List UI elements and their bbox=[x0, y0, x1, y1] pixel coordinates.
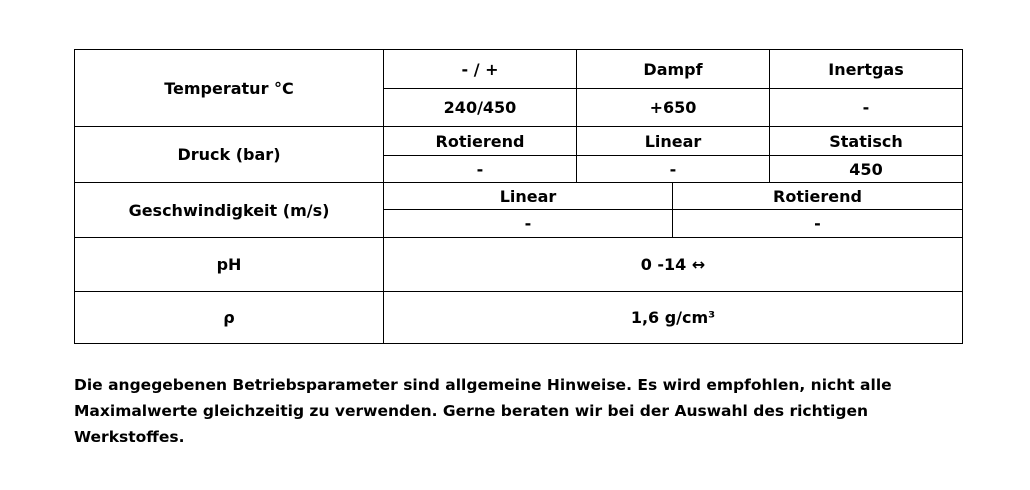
row-label-geschwindigkeit: Geschwindigkeit (m/s) bbox=[128, 200, 330, 220]
geschwindigkeit-header: Rotierend bbox=[773, 186, 862, 206]
temperatur-value: +650 bbox=[649, 98, 697, 117]
druck-value: - bbox=[669, 159, 677, 179]
usage-note-line: Maximalwerte gleichzeitig zu verwenden. Gerne beraten wir bei der Auswahl des richtigen bbox=[74, 402, 869, 420]
druck-header: Rotierend bbox=[435, 131, 525, 151]
geschwindigkeit-header: Linear bbox=[499, 186, 557, 206]
row-label-density: ρ bbox=[223, 308, 235, 327]
table-border-bottom bbox=[74, 343, 963, 344]
row-label-temperatur: Temperatur °C bbox=[164, 78, 294, 98]
geschwindigkeit-value: - bbox=[814, 214, 821, 233]
temperatur-value: 240/450 bbox=[443, 98, 517, 117]
temperatur-header: Dampf bbox=[643, 59, 703, 79]
druck-value: - bbox=[476, 159, 484, 179]
usage-note-line: Die angegebenen Betriebsparameter sind allgemeine Hinweise. Es wird empfohlen, nicht alle bbox=[74, 376, 892, 394]
temperatur-header: Inertgas bbox=[828, 59, 904, 79]
druck-header: Statisch bbox=[829, 131, 903, 151]
ph-value: 0 -14 ↔ bbox=[640, 255, 706, 274]
temperatur-header: - / + bbox=[461, 59, 499, 79]
row-label-ph: pH bbox=[216, 255, 242, 274]
usage-note bbox=[74, 372, 974, 450]
druck-header: Linear bbox=[644, 131, 702, 151]
table-border-right bbox=[962, 49, 963, 344]
usage-note-line: Werkstoffes. bbox=[74, 428, 185, 446]
geschwindigkeit-value: - bbox=[524, 214, 532, 233]
druck-value: 450 bbox=[849, 159, 883, 179]
row-label-druck: Druck (bar) bbox=[177, 145, 281, 164]
temperatur-value: - bbox=[862, 98, 870, 117]
density-value: 1,6 g/cm³ bbox=[630, 308, 716, 327]
